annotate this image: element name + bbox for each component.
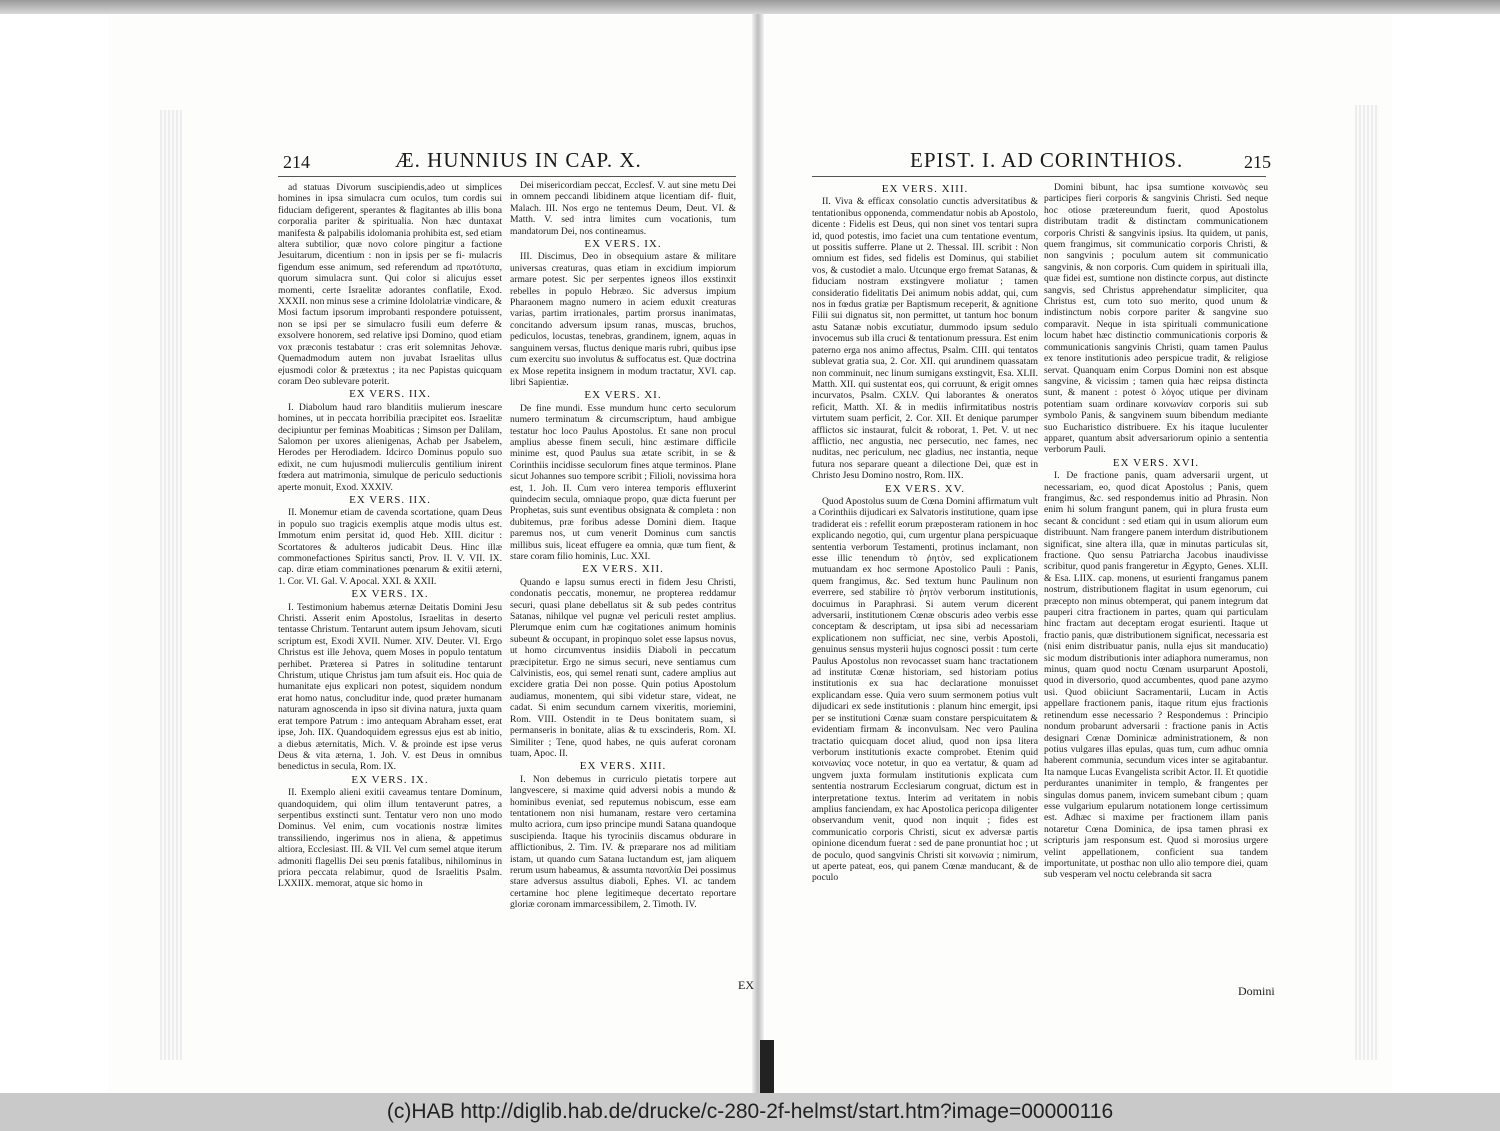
paragraph: III. Discimus, Deo in obsequium astare & militare universas creaturas, quas etiam in excidium impiorum armare potest. Sic per serpentes igneos illos exstinxit rebelles in populo Hebræo. Sic adversus impium Pharaonem magno numero in aciem eduxit creaturas varias, partim irrationales, partim prorsus inanimatas, concitando adversum ipsum ranas, muscas, bruchos, pediculos, locustas, tenebras, grandinem, ignem, aquas in sanguinem versas, fluctus denique maris rubri, quibus ipse cum exercitu suo involutus & suffocatus est. Quæ doctrina ex Mose repetita insignem in modum tractatur, XVI. cap. libri Sapientiæ.: [510, 251, 736, 388]
left-header-rule: [278, 176, 736, 177]
left-page-edge: [160, 110, 182, 1060]
section-heading: EX VERS. IIX.: [349, 493, 431, 506]
section-heading: EX VERS. XIII.: [881, 183, 969, 195]
section-heading: EX VERS. IX.: [584, 238, 662, 251]
right-header-rule: [812, 176, 1266, 177]
left-page-number: 214: [283, 152, 310, 172]
left-running-head: Æ. HUNNIUS IN CAP. X.: [395, 148, 642, 172]
paragraph: Quando e lapsu sumus erecti in fidem Jesu Christi, condonatis peccatis, monemur, ne propterea reddamur securi, quasi plane debellatus sit & sub pedes contritus Satanas, nihilque vel pugnæ vel periculi restet amplius. Plerumque enim cum hæ cogitationes animum hominis subeunt & occupant, in propinquo solet esse lapsus novus, ut homo circumventus insidiis Diaboli in peccatum præcipitetur. Ergo ne simus securi, neve sentiamus cum Calvinistis, eos, qui semel renati sunt, cadere amplius aut excidere gratia Dei non posse. Quin potius Apostolum audiamus, monentem, qui sibi videtur stare, videat, ne cadat. Si enim secundum carnem vixeritis, moriemini, Rom. VIII. Ostendit in te Deus bonitatem suam, si permanseris in bonitate, alias & tu exscinderis, Rom. XI. Similiter ; Tene, quod habes, ne quis auferat coronam tuam, Apoc. II.: [510, 576, 736, 759]
paragraph: II. Monemur etiam de cavenda scortatione, quam Deus in populo suo tragicis exemplis atque modis ultus est. Immotum enim persitat id, quod Heb. XIII. dicitur : Scortatores & adulteros judicabit Deus. Hinc illæ commonefactiones Spiritus sancti, Prov. II. V. VII. IX. cap. diræ etiam comminationes pœnarum & exitii æterni, 1. Cor. VI. Gal. V. Apocal. XXI. & XXII.: [278, 507, 502, 587]
paragraph: ad statuas Divorum suscipiendis,adeo ut simplices homines in ipsa simulacra cum oculos, tum cordis sui fiduciam defigerent, sperantes & flagitantes ab illis bona corporalia pariter & spiritualia. Non hæc duntaxat manifesta & palpabilis idolomania prohibita est, sed etiam altera subtilior, quæ novo colore pingitur a factione Jesuitarum, dicentium : non in ipsis per se fi- mulacris figendum esse animum, sed referendum ad πρωτότυπα, quorum simulacra sunt. Qui color si alicujus esset momenti, certe Israelitæ adorantes conflatile, Exod. XXXII. non minus sese a crimine Idololatriæ vindicare, & Mosi factum ipsorum improbanti respondere potuissent, non se ipsi per se simulacro fusili eum deferre & exsolvere honorem, sed relative ipsi Domino, quod etiam vox præconis testabatur : cras erit solemnitas Jehovæ. Quemadmodum autem non juvabat Israelitas ullus ejusmodi color & prætextus ; ita nec Papistas quicquam coram Deo sublevare poterit.: [278, 182, 502, 387]
right-column-2: [1044, 182, 1268, 994]
paragraph: Quod Apostolus suum de Cœna Domini affirmatum vult a Corinthiis dijudicari ex Salvatoris institutione, quam ipse tradiderat eis : refellit eorum præposteram rationem in hoc explicando negotio, qui, cum urgentur plana perspicuaque sententia verborum Testamenti, protinus inclamant, non esse illic tenendum τὸ ῥητὸν, sed explicationem mutuandam ex hoc sermone Apostolico Pauli : Panis, quem frangimus, &c. Sed textum hunc Paulinum non everrere, sed stabilire τὸ ῥητὸν verborum institutionis, docuimus in Paraphrasi. Si autem verum dicerent adversarii, institutionem Cœnæ obscuris adeo verbis esse conceptam & descriptam, ut ipsa sibi ad necessariam explicationem non sufficiat, nec sine, verbis Apostoli, genuinus sensus mysterii hujus cognosci possit : tum certe Paulus Apostolus non revocasset suam hanc tractationem ad institutæ Cœnæ historiam, sed historiam potius institutionis ex sua hac declaratione monuisset explicandam esse. Quia vero suum sermonem potius vult dijudicari ex sede institutionis : planum hinc emergit, ipsi per se institutioni Cœnæ suam constare perspicuitatem & evidentiam firmam & inconvulsam. Nec vero Paulina tractatio quicquam docet aliud, quod non ipsa litera verborum institutionis exacte comprobet. Etenim quid κοινωνίας voce notetur, in quo ea vertatur, & quam ad ungvem juxta formulam institutionis explicata cum sententia nostrarum Ecclesiarum congruat, dictum est in interpretatione textus. Interim ad veritatem in nobis amplius fanciendam, ex hac Apostolica pericopa diligenter observandum venit, quod non inquit ; fides est communicatio corporis Christi, sicut ex adversæ partis opinione dicendum fuerat : sed de pane pronuntiat hoc ; ut de poculo, quod sangvinis Christi sit κοινωνία ; nimirum, ut aperte pateat, eos, qui panem Cœnæ manducant, & de poculo: [812, 495, 1038, 884]
copyright-footer: (c)HAB http://diglib.hab.de/drucke/c-280-2f-helmst/start.htm?image=00000116: [0, 1093, 1500, 1131]
left-column-2: [510, 180, 736, 992]
left-catchword: EX: [738, 978, 754, 992]
paragraph: Dei misericordiam peccat, Ecclesf. V. aut sine metu Dei in omnem peccandi libidinem atque licentiam dif- fluit, Malach. III. Nos ergo ne tentemus Deum, Deut. VI. & Matth. V. sed intra limites cum vocationis, tum mandatorum Dei, nos contineamus.: [510, 180, 736, 237]
paragraph: I. De fractione panis, quam adversarii urgent, ut necessariam, eo, quod dicat Apostolus ; Panis, quem frangimus, &c. sed respondemus initio ad Phrasin. Non enim hi solum frangunt panem, qui in plura frusta eum secant & concidunt : sed etiam qui in usum aliorum eum distribuunt. Nam frangere panem interdum distributionem significat, sine altera illa, quæ in minutas particulas sit, fractione. Quo sensu Patriarcha Jacobus inaudivisse scribitur, quod panis frangeretur in Ægypto, Genes. XLII. & Esa. LIIX. cap. monens, ut esurienti frangamus panem nostrum, distributionem flagitat in usum egenorum, cui præcepto non minus obtemperat, qui panem integrum dat pauperi citra fractionem in partes, quam qui particulam hinc fractam aut deceptam erogat esurienti. Itaque ut fractio panis, quæ distributionem significat, necessaria est (nisi enim distribuatur panis, nulla ejus sit manducatio) sic modum distributionis inter adiaphora numeramus, non minus, quam quod noctu Cœnam usurparunt Apostoli, quod in diversorio, quod accumbentes, quod pane azymo usi. Quod obiiciunt Sacramentarii, Lucam in Actis appellare fractionem panis, itaque ritum ejus fractionis retinendum esse necessario ? Respondemus : Principio nondum probarunt adversarii : fractione panis in Actis designari Cœnæ Dominicæ administrationem, & non potius vulgares illas epulas, quas tum, cum adhuc omnia haberent communia, secundum vices inter se agitabantur. Ita namque Lucas Evangelista scribit Actor. II. Et quotidie perdurantes unanimiter in templo, & frangentes per singulas domus panem, invicem sumebant cibum ; quam esse vulgarium epularum notationem longe certissimum est. Adhæc si maxime per fractionem illam panis notaretur Cœna Dominica, de ipsa tamen phrasi ex scripturis jam responsum est. Quod si morosius urgere velint appellationem, conficient sua tandem importunitate, ut posthac non ullo alio tempore diei, quam sub vesperam vel noctu celebranda sit sacra: [1044, 470, 1268, 881]
paragraph: II. Viva & efficax consolatio cunctis adversitatibus & tentationibus opponenda, commendatur nobis ab Apostolo, dicente : Fidelis est Deus, qui non sinet vos tentari supra id, quod potestis, imo faciet una cum tentatione eventum, ut possitis sufferre. Plane ut 2. Thessal. III. scribit : Non omnium est fides, sed fidelis est Dominus, qui stabiliet vos, & custodiet a malo. Utcunque ergo fremat Satanas, & fiduciam nostram exstingvere moliatur ; tamen consideratio fidelitatis Dei animum nobis addat, qui, cum nos in fœdus gratiæ per Baptismum receperit, & agnitione Filii sui dignatus sit, non permittet, ut tantum hoc bonum astu Satanæ nobis excutiatur, dummodo ipsum sedulo invocemus sub illa cruci & tentationum pressura. Est enim paterno erga nos animo affectus, Psalm. CIII. qui tentatos sublevat gratia sua, 2. Cor. XII. qui arundinem quassatam non comminuit, nec linum sumigans exstingvit, Esa. XLII. Matth. XII. qui sustentat eos, qui corruunt, & erigit omnes incurvatos, Psalm. CXLV. Qui laborantes & oneratos reficit, Matth. XI. & in mediis infirmitatibus nostris virtutem suam perficit, 2. Cor. XII. Et denique parumper afflictos sic instaurat, fulcit & roborat, 1. Pet. V. ut nec afflictio, nec angustia, nec persecutio, nec fames, nec nuditas, nec periculum, nec gladius, nec instantia, neque futura nos separare queant a dilectione Dei, quæ est in Christo Jesu Domino nostro, Rom. IIX.: [812, 196, 1038, 482]
scan-top-border: [0, 0, 1500, 14]
right-column-1: [812, 182, 1038, 994]
paragraph: I. Diabolum haud raro blanditiis mulierum inescare homines, ut in peccata horribilia præcipitet eos. Israelitæ decipiuntur per feminas Moabiticas ; Simson per Dalilam, Salomon per uxores alienigenas, Achab per Jsabelem, Herodes per Herodiadem. Idcirco Dominus populo suo edixit, ne cum hujusmodi mulierculis gentilium inirent fœdera aut matrimonia, simulque de periculo seductionis aperte monuit, Exod. XXXIV.: [278, 401, 502, 493]
right-catchword: Domini: [1238, 984, 1275, 998]
paragraph: I. Non debemus in curriculo pietatis torpere aut langvescere, si maxime quid adversi nobis a mundo & hominibus eveniat, sed reputemus nobiscum, esse eam tentationem non nisi humanam, restare vero certamina multo acriora, cum ipso principe mundi Satana quandoque suscipienda. Itaque his tyrociniis discamus obdurare in afflictionibus, 2. Tim. IV. & præparare nos ad militiam istam, ut quando cum Satana luctandum est, jam aliquem rerum usum habeamus, & assumta πανοπλία Dei possimus stare adversus assultus diaboli, Ephes. VI. ac tandem certamine hoc plene legitimeque decertato reportare gloriæ coronam immarcessibilem, 2. Timoth. IV.: [510, 773, 736, 911]
section-heading: EX VERS. XII.: [582, 563, 664, 576]
section-heading: EX VERS. IIX.: [349, 388, 431, 401]
paragraph: De fine mundi. Esse mundum hunc certo seculorum numero terminatum & circumscriptum, haud ambigue testatur hoc loco Paulus Apostolus. Et sane non procul amplius abesse finem seculi, hinc æstimare difficile minime est, quod Paulus sua ætate scribit, in se & Corinthiis incidisse seculorum fines atque terminos. Plane sicut Johannes suo tempore scribit ; Filioli, novissima hora est, 1. Joh. II. Cum vero interea temporis effluxerint quindecim secula, omniaque propo, quæ dicta fuerunt per Prophetas, suis sunt eventibus obsignata & completa : non dubitemus, præ foribus adesse Domini diem. Itaque paremus nos, ut cum venerit Dominus cum sanctis millibus suis, liceat effugere ea omnia, quæ tum fient, & stare coram filio hominis, Luc. XXI.: [510, 402, 736, 562]
section-heading: EX VERS. XV.: [884, 482, 966, 495]
paragraph: I. Testimonium habemus æternæ Deitatis Domini Jesu Christi. Asserit enim Apostolus, Israelitas in deserto tentasse Christum. Tentarunt autem ipsum Jehovam, sicuti scriptum est, Exodi XVII. Numer. XIV. Deuter. VI. Ergo Christus est ille Jehova, quem Moses in populo tentatum perhibet. Præterea si Patres in solitudine tentarunt Christum, utique Christus jam tum afsuit eis. Hoc quia de humanitate ejus explicari non potest, siquidem nondum erat homo natus, concluditur inde, quod præter humanam naturam agnoscenda in ipso sit divina natura, juxta quam erat tempore Patrum : imo antequam Abraham esset, erat ipse, Joh. IIX. Quandoquidem egressus ejus est ab initio, a diebus æternitatis, Mich. V. & proinde est ipse verus Deus & vita æterna, 1. Joh. V. est Deus in omnibus benedictus in secula, Rom. IX.: [278, 601, 502, 773]
section-heading: EX VERS. IX.: [351, 773, 429, 786]
paragraph: II. Exemplo alieni exitii caveamus tentare Dominum, quandoquidem, qui olim illum tentaverunt patres, a serpentibus exstincti sunt. Tentatur vero non uno modo Dominus. Vel enim, cum vocationis nostræ limites transsiliendo, ingerimus nos in aliena, & appetimus altiora, Ecclesiast. III. & VII. Vel cum semel atque iterum admoniti flagellis Dei seu pœnis fatalibus, nihilominus in priora peccata relabimur, quod de Israelitis Psalm. LXXIIX. memorat, atque sic homo in: [278, 787, 502, 890]
right-running-head: EPIST. I. AD CORINTHIOS.: [910, 148, 1184, 172]
section-heading: EX VERS. XI.: [584, 389, 662, 402]
section-heading: EX VERS. XIII.: [579, 760, 667, 773]
section-heading: EX VERS. IX.: [351, 588, 429, 601]
book-gutter: [752, 14, 764, 1093]
gutter-shadow: [760, 1040, 774, 1095]
right-page-edge: [1355, 105, 1379, 1060]
paragraph: Domini bibunt, hac ipsa sumtione κοινωνὸς seu participes fieri corporis & sangvinis Christi. Sed neque hoc otiose prætereundum fuerit, quod Apostolus distributam tradit & distinctam communicationem corporis Christi & sangvinis ipsius. Ita quidem, ut panis, quem frangimus, sit communicatio corporis Christi, & non sangvinis ; poculum autem sit communicatio sangvinis, & non corporis. Cum quidem in spirituali illa, quæ fidei est, sumtione non distincte corpus, aut distincte sangvis, sed Christus apprehendatur simpliciter, qua Christus est, cum toto suo merito, quod unum & indistinctum nobis corpore pariter & sangvine suo comparavit. Neque in ista spirituali communicatione locum habet hæc distinctio communicationis corporis & communicationis sangvinis Christi, quam tamen Paulus ex tenore institutionis adeo perspicue tradit, & religiose servat. Quanquam enim Corpus Domini non est absque sangvine, & vicissim ; tamen quia hæc reipsa distincta sunt, & manent : potest ὁ λόγος utique per divinam potentiam suam ordinare κοινωνίαν corporis sui sub symbolo Panis, & sangvinem suum bibendum mediante suo Eucharistico distribuere. Ex his itaque luculenter apparet, quantum absit adversariorum opinio a sententia verborum Pauli.: [1044, 182, 1268, 456]
section-heading: EX VERS. XVI.: [1112, 456, 1200, 469]
left-column-1: [278, 182, 502, 994]
right-page-number: 215: [1244, 152, 1271, 172]
